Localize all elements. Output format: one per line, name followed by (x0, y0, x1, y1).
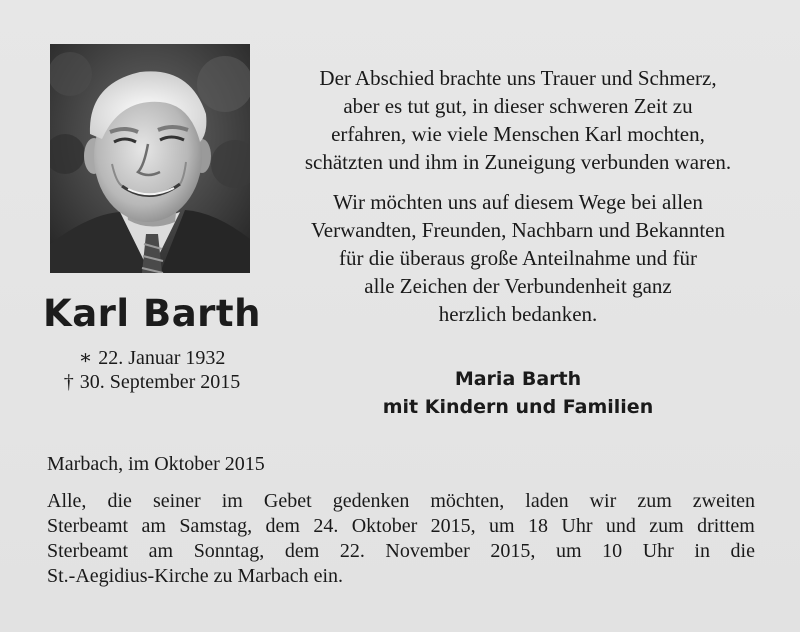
notice-word: im (221, 490, 243, 512)
portrait-photo (50, 44, 250, 273)
notice-word: dem (284, 540, 320, 562)
notice-word: Uhr (642, 540, 674, 562)
notice-word: 2015, (430, 515, 476, 537)
notice-word: Samstag, (179, 515, 253, 537)
notice-word: Sterbeamt (47, 515, 129, 537)
notice-word: 2015, (490, 540, 536, 562)
verse-paragraph-2 (278, 188, 758, 328)
notice-word: gedenken (332, 490, 410, 512)
verse-line: Der Abschied brachte uns Trauer und Schmerz, (319, 66, 717, 90)
notice-word: am (148, 540, 174, 562)
signers-block (278, 365, 758, 421)
notice-line (47, 564, 755, 589)
verse-line: Wir möchten uns auf diesem Wege bei allen (333, 190, 703, 214)
notice-word: Gebet (263, 490, 312, 512)
signer-family: mit Kindern und Familien (382, 396, 654, 418)
notice-word: Sterbeamt (47, 540, 129, 562)
notice-word: um (489, 515, 515, 537)
notice-word: Alle, (47, 490, 87, 512)
notice-word: Oktober (351, 515, 418, 537)
verse-line: Verwandten, Freunden, Nachbarn und Bekannten (310, 218, 726, 242)
verse-line: alle Zeichen der Verbundenheit ganz (364, 274, 672, 298)
birth-asterisk-icon: ∗ (78, 347, 93, 369)
notice-word: möchten, (430, 490, 505, 512)
death-date-line (30, 371, 274, 394)
notice-word: 24. (313, 515, 339, 537)
notice-word: und (605, 515, 636, 537)
notice-word: 10 (602, 540, 623, 562)
notice-word: drittem (697, 515, 755, 537)
notice-line (47, 514, 755, 539)
birth-date: 22. Januar 1932 (98, 347, 226, 369)
notice-word: die (730, 540, 755, 562)
notice-word: dem (265, 515, 300, 537)
death-cross-icon: † (63, 371, 74, 393)
verse-line: erfahren, wie viele Menschen Karl mochten, (331, 122, 705, 146)
signer-name: Maria Barth (454, 368, 582, 390)
notice-word: zum (649, 515, 684, 537)
notice-word: um (556, 540, 582, 562)
deceased-name: Karl Barth (43, 292, 261, 335)
verse-line: schätzten und ihm in Zuneigung verbunden waren. (304, 150, 732, 174)
death-date: 30. September 2015 (79, 371, 241, 393)
verse-paragraph-1 (278, 64, 758, 176)
notice-line (47, 539, 755, 564)
verse-line: für die überaus große Anteilnahme und für (338, 246, 698, 270)
notice-word: St.-Aegidius-Kirche zu Marbach ein. (47, 565, 344, 587)
birth-date-line (30, 345, 274, 370)
notice-word: 22. (339, 540, 365, 562)
notice-word: November (385, 540, 470, 562)
notice-word: Uhr (561, 515, 593, 537)
notice-word: zweiten (692, 490, 755, 512)
notice-word: in (694, 540, 710, 562)
notice-word: 18 (527, 515, 548, 537)
notice-word: laden (525, 490, 569, 512)
notice-word: am (141, 515, 166, 537)
place-date: Marbach, im Oktober 2015 (47, 453, 265, 475)
verse-line: aber es tut gut, in dieser schweren Zeit zu (343, 94, 693, 118)
notice-word: Sonntag, (193, 540, 265, 562)
service-notice (47, 489, 755, 589)
notice-word: die (107, 490, 132, 512)
verse-line: herzlich bedanken. (438, 302, 598, 326)
notice-word: zum (637, 490, 672, 512)
notice-line (47, 489, 755, 514)
notice-word: seiner (152, 490, 201, 512)
notice-word: wir (589, 490, 617, 512)
